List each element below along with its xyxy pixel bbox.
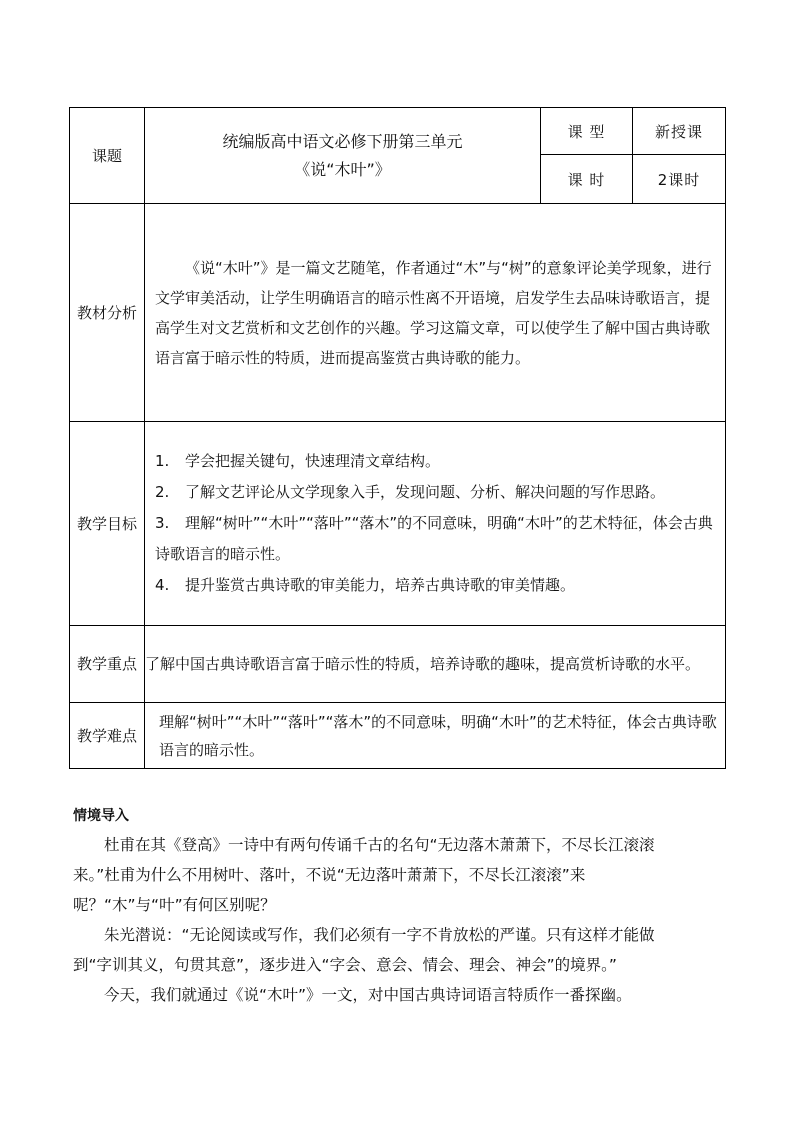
topic-label: 课题 — [70, 108, 145, 204]
type-label: 课 型 — [541, 108, 633, 155]
lesson-plan-table — [69, 107, 726, 769]
goal-number: 4. — [155, 576, 170, 594]
intro-section — [73, 806, 693, 1010]
goal-item — [155, 446, 715, 477]
analysis-text: 《说“木叶”》是一篇文艺随笔，作者通过“木”与“树”的意象评论美学现象，进行文学审美活动，让学生明确语言的暗示性离不开语境，启发学生去品味诗歌语言，提高学生对文艺赏析和文艺创作的兴趣。学习这篇文章，可以使学生了解中国古典诗歌语言富于暗示性的特质，进而提高鉴赏古典诗歌的能力。 — [155, 258, 712, 367]
goal-item — [155, 570, 715, 601]
hours-value: 2课时 — [633, 155, 726, 204]
analysis-label: 教材分析 — [70, 204, 145, 422]
type-value: 新授课 — [633, 108, 726, 155]
goal-number: 1. — [155, 452, 170, 470]
topic-title-line2: 《说“木叶”》 — [294, 159, 391, 179]
goals-cell — [145, 422, 726, 626]
goal-text: 提升鉴赏古典诗歌的审美能力，培养古典诗歌的审美情趣。 — [185, 576, 576, 594]
topic-title-cell — [145, 108, 541, 204]
goal-number: 3. — [155, 514, 170, 532]
intro-paragraph: 今天，我们就通过《说“木叶”》一文，对中国古典诗词语言特质作一番探幽。 — [104, 986, 632, 1004]
intro-paragraph: 杜甫在其《登高》一诗中有两句传诵千古的名句“无边落木萧萧下，不尽长江滚滚来。”杜甫为什么不用树叶、落叶，不说“无边落叶萧萧下，不尽长江滚滚”来呢？“木”与“叶”有何区别呢？ — [73, 836, 655, 914]
intro-heading: 情境导入 — [73, 808, 129, 824]
goal-text: 理解“树叶”“木叶”“落叶”“落木”的不同意味，明确“木叶”的艺术特征，体会古典诗歌语言的暗示性。 — [155, 514, 713, 563]
goal-number: 2. — [155, 483, 170, 501]
goal-text: 学会把握关键句，快速理清文章结构。 — [185, 452, 441, 470]
hours-label: 课 时 — [541, 155, 633, 204]
topic-title-line1: 统编版高中语文必修下册第三单元 — [222, 131, 463, 151]
difficulty-label: 教学难点 — [70, 703, 145, 769]
analysis-cell — [145, 204, 726, 422]
goal-item — [155, 477, 715, 508]
goal-item — [155, 508, 715, 570]
difficulty-text: 理解“树叶”“木叶”“落叶”“落木”的不同意味，明确“木叶”的艺术特征，体会古典诗歌语言的暗示性。 — [145, 703, 726, 769]
key-text: 了解中国古典诗歌语言富于暗示性的特质，培养诗歌的趣味，提高赏析诗歌的水平。 — [145, 626, 726, 703]
goal-text: 了解文艺评论从文学现象入手，发现问题、分析、解决问题的写作思路。 — [185, 483, 666, 501]
key-label: 教学重点 — [70, 626, 145, 703]
intro-paragraph: 朱光潜说：“无论阅读或写作，我们必须有一字不肯放松的严谨。只有这样才能做到“字训其义，句贯其意”，逐步进入“字会、意会、情会、理会、神会”的境界。” — [73, 926, 655, 974]
goals-label: 教学目标 — [70, 422, 145, 626]
